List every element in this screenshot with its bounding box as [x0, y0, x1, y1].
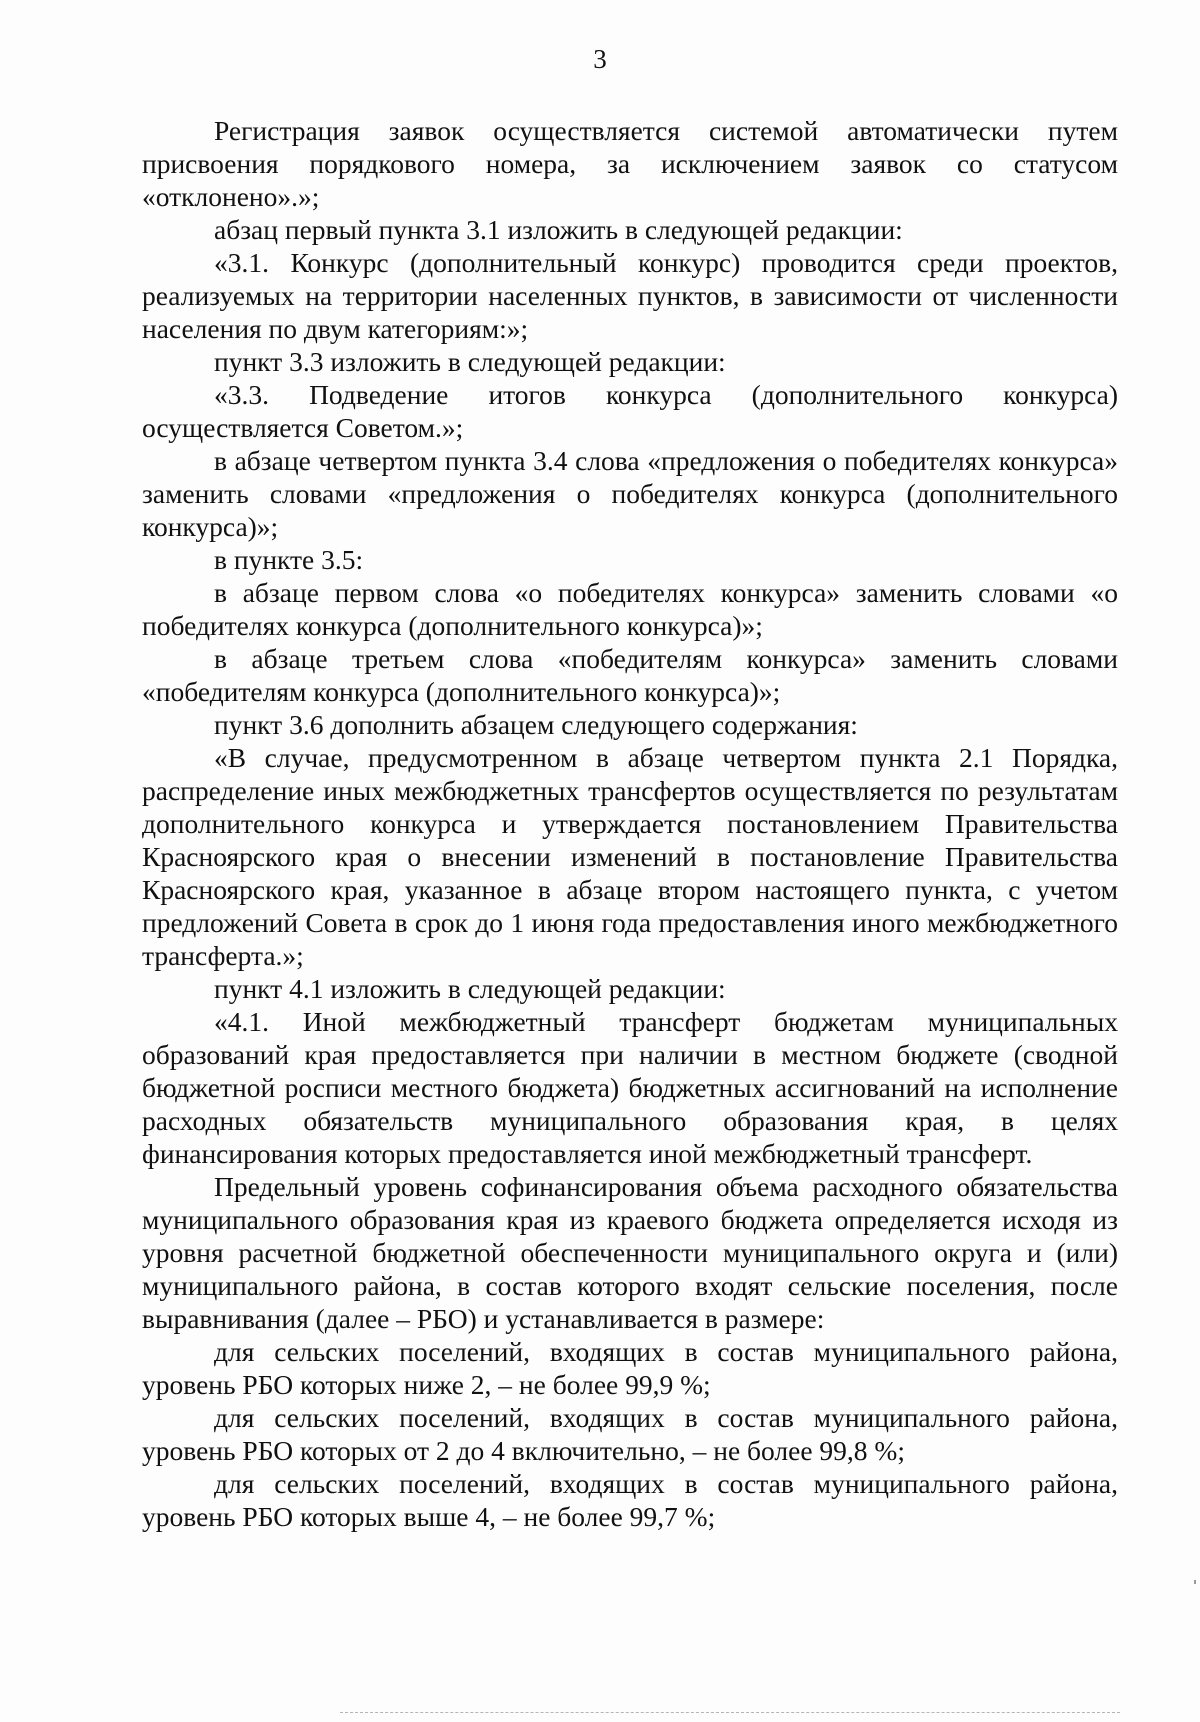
paragraph-clause-3-3: «3.3. Подведение итогов конкурса (дополнительного конкурса) осуществляется Советом.»;: [142, 379, 1118, 443]
bottom-scan-rule: [340, 1712, 1120, 1713]
paragraph-amend-3-5-third: в абзаце третьем слова «победителям конкурса» заменить словами «победителям конкурса (дополнительного конкурса)»;: [142, 643, 1118, 707]
scan-edge-mark: [1194, 1580, 1196, 1584]
paragraph-registration: Регистрация заявок осуществляется системой автоматически путем присвоения порядкового номера, за исключением заявок со статусом «отклонено».»;: [142, 115, 1118, 212]
paragraph-clause-3-6-addition: «В случае, предусмотренном в абзаце четвертом пункта 2.1 Порядка, распределение иных межбюджетных трансфертов осуществляется по результатам дополнительного конкурса и утверждается постановлением Правительства Красноярского края о внесении изменений в постановление Правительства Красноярского края, указанное в абзаце втором настоящего пункта, с учетом предложений Совета в срок до 1 июня года предоставления иного межбюджетного трансферта.»;: [142, 742, 1118, 971]
paragraph-rbo-above-4: для сельских поселений, входящих в состав муниципального района, уровень РБО которых выше 4, – не более 99,7 %;: [142, 1468, 1118, 1532]
paragraph-amend-3-6-intro: пункт 3.6 дополнить абзацем следующего содержания:: [214, 709, 858, 740]
paragraph-clause-4-1: «4.1. Иной межбюджетный трансферт бюджетам муниципальных образований края предоставляется при наличии в местном бюджете (сводной бюджетной росписи местного бюджета) бюджетных ассигнований на исполнение расходных обязательств муниципального образования края, в целях финансирования которых предоставляется иной межбюджетный трансферт.: [142, 1006, 1118, 1169]
paragraph-amend-3-1-intro: абзац первый пункта 3.1 изложить в следующей редакции:: [214, 214, 903, 245]
paragraph-rbo-below-2: для сельских поселений, входящих в состав муниципального района, уровень РБО которых ниже 2, – не более 99,9 %;: [142, 1336, 1118, 1400]
paragraph-amend-3-3-intro: пункт 3.3 изложить в следующей редакции:: [214, 346, 726, 377]
paragraph-amend-3-5-intro: в пункте 3.5:: [214, 544, 364, 575]
paragraph-rbo-2-to-4: для сельских поселений, входящих в состав муниципального района, уровень РБО которых от 2 до 4 включительно, – не более 99,8 %;: [142, 1402, 1118, 1466]
document-body: [142, 114, 1118, 1533]
paragraph-amend-4-1-intro: пункт 4.1 изложить в следующей редакции:: [214, 973, 726, 1004]
paragraph-cofinancing-level: Предельный уровень софинансирования объема расходного обязательства муниципального образования края из краевого бюджета определяется исходя из уровня расчетной бюджетной обеспеченности муниципального округа и (или) муниципального района, в состав которого входят сельские поселения, после выравнивания (далее – РБО) и устанавливается в размере:: [142, 1171, 1118, 1334]
paragraph-amend-3-4: в абзаце четвертом пункта 3.4 слова «предложения о победителях конкурса» заменить словами «предложения о победителях конкурса (дополнительного конкурса)»;: [142, 445, 1118, 542]
page-number: 3: [593, 44, 607, 74]
paragraph-amend-3-5-first: в абзаце первом слова «о победителях конкурса» заменить словами «о победителях конкурса (дополнительного конкурса)»;: [142, 577, 1118, 641]
paragraph-clause-3-1: «3.1. Конкурс (дополнительный конкурс) проводится среди проектов, реализуемых на территории населенных пунктов, в зависимости от численности населения по двум категориям:»;: [142, 247, 1118, 344]
